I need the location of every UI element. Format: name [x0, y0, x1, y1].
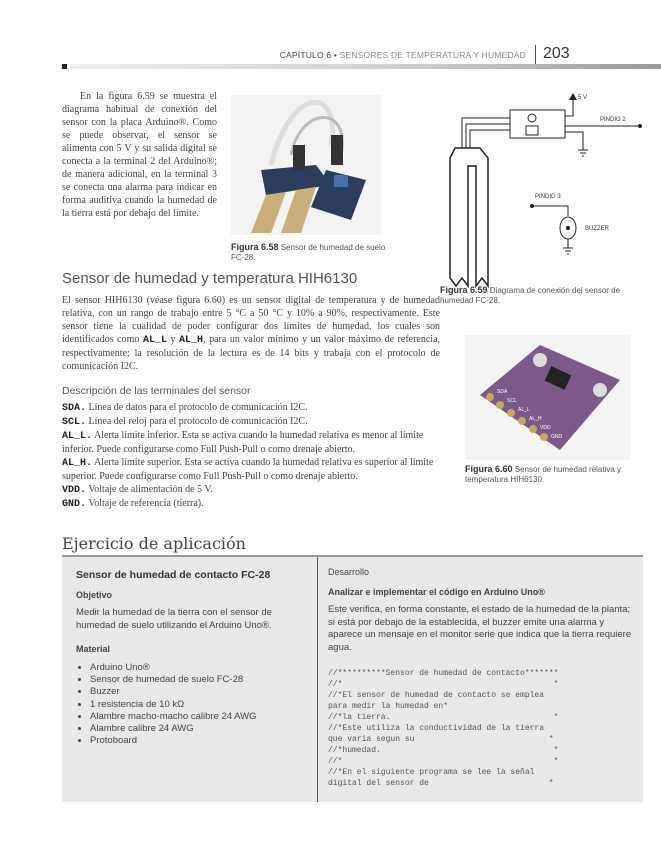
- terminals-list: [62, 401, 447, 511]
- pin2-label: PINDIG 2: [600, 117, 626, 123]
- intro-paragraph: En la figura 6.59 se muestra el diagrama habitual de conexión del sensor con la placa Arduino®. Como se puede observar, el sensor se alimenta con 5 V y su salida digital se conecta a la terminal 2 del Arduino®; de manera adicional, en la terminal 3 se conecta una alarma para indicar en forma auditiva cuando la humedad de la tierra está por debajo del límite.: [62, 91, 217, 219]
- material-item: • Sensor de humedad de suelo FC-28: [90, 674, 311, 686]
- main-text-flow: [62, 270, 447, 511]
- terminal-desc: Alerta límite inferior. Esta se activa cuando la humedad relativa es menor al límite inferior. Puede configurarse como Full Push-Pull o como drenaje abierto.: [62, 430, 424, 455]
- material-item: • Protoboard: [90, 735, 311, 747]
- terminal-name: AL_L.: [62, 431, 93, 442]
- terminal-desc: Línea del reloj para el protocolo de comunicación I2C.: [86, 416, 308, 427]
- pin-label: GND: [551, 434, 563, 440]
- al-l-term: AL_L: [142, 335, 167, 346]
- terminal-desc: Alerta límite superior. Esta se activa cuando la humedad relativa es superior al límite superior. Puede configurarse como Full Push-Pull o como drenaje abierto.: [62, 457, 434, 482]
- terminal-name: SCL.: [62, 417, 87, 428]
- soil-sensor-image: [231, 95, 381, 235]
- terminal-item: [62, 401, 447, 415]
- chapter-label: CAPÍTULO 6 •: [279, 50, 338, 60]
- header-marker: [62, 64, 67, 69]
- text: El sensor HIH6130 (véase figura 6.60) es un sensor digital de temperatura y de humedad relativa, con un rango de trabajo entre 5 °C a 50 °C y 10% a 90%, respectivamente. Este sensor tiene la cualidad de poder configurar dos límites de humedad, los cuales son identificados como: [62, 295, 440, 345]
- terminal-item: [62, 456, 447, 483]
- caption-text: Diagrama de conexión del sensor de humedad FC-28.: [440, 286, 621, 305]
- header-bar: [70, 64, 661, 69]
- terminals-title: Descripción de las terminales del sensor: [62, 385, 251, 397]
- al-h-term: AL_H: [179, 335, 204, 346]
- figure-label: Figura 6.59: [440, 285, 488, 295]
- material-item: • Alambre calibre 24 AWG: [90, 723, 311, 735]
- code-listing: //**********Sensor de humedad de contacto******* //* * //*El sensor de humedad de contacto se emplea para medir la humedad en* //*la tierra. * //*Este utiliza la conductividad de la tierra que varia segun su * //*humedad. * //* * //*En el siguiente programa se lee la señal digital del sensor de *: [328, 669, 559, 788]
- terminal-item: [62, 429, 447, 456]
- chapter-title: SENSORES DE TEMPERATURA Y HUMEDAD: [339, 50, 526, 60]
- material-item: • Buzzer: [90, 686, 311, 698]
- pin3-label: PINDIG 3: [535, 194, 561, 200]
- development-description: Este verifica, en forma constante, el estado de la humedad de la planta; si está por debajo de la establecida, el buzzer emite una alarma y aparece un mensaje en el monitor serie que indica que la tierra requiere agua.: [328, 604, 632, 653]
- buzzer-label: BUZZER: [585, 226, 609, 232]
- objective-text: Medir la humedad de la tierra con el sensor de humedad de suelo utilizando el Arduino Uno®.: [76, 607, 272, 631]
- material-item: • Alambre macho-macho calibre 24 AWG: [90, 711, 311, 723]
- terminal-name: SDA.: [62, 403, 87, 414]
- terminal-item: [62, 497, 447, 511]
- figure-label: Figura 6.60: [465, 464, 513, 474]
- caption-text: Sensor de humedad relativa y temperatura HIH6130.: [465, 465, 622, 484]
- caption-text: Sensor de humedad de suelo FC-28.: [231, 243, 386, 262]
- development-title: Desarrollo: [328, 567, 370, 577]
- figure-6-60-photo: [465, 335, 630, 460]
- terminal-name: GND.: [62, 499, 87, 510]
- pin-label: SDA: [497, 389, 508, 395]
- pin-label: VDD: [540, 425, 551, 431]
- pin-label: SCL: [507, 398, 517, 404]
- objective-title: Objetivo: [76, 590, 113, 600]
- terminal-item: [62, 415, 447, 429]
- terminal-desc: Voltaje de referencia (tierra).: [86, 498, 204, 509]
- text: , para un valor mínimo y un valor máximo de referencia, respectivamente; la resolución de la lectura es de 14 bits y trabaja con el protocolo de comunicación I2C.: [62, 334, 441, 372]
- terminal-desc: Voltaje de alimentación de 5 V.: [86, 484, 213, 495]
- exercise-heading: Sensor de humedad de contacto FC-28: [76, 569, 271, 581]
- pin-label: AL_H: [529, 416, 542, 422]
- column-divider: [317, 557, 318, 802]
- exercise-left-column: [76, 569, 311, 747]
- text: y: [166, 334, 180, 345]
- figure-6-59-caption: [440, 285, 640, 306]
- task-title: Analizar e implementar el código en Arduino Uno®: [328, 587, 545, 597]
- terminal-name: VDD.: [62, 485, 87, 496]
- figure-label: Figura 6.58: [231, 242, 279, 252]
- section-title: Sensor de humedad y temperatura HIH6130: [62, 270, 358, 287]
- figure-6-59-diagram: [440, 88, 650, 288]
- terminal-name: AL_H.: [62, 458, 93, 469]
- running-header: [280, 50, 526, 60]
- section-paragraph: [62, 294, 440, 373]
- terminal-item: [62, 483, 447, 497]
- figure-6-58-photo: [231, 95, 381, 235]
- material-item: • 1 resistencia de 10 kΩ: [90, 699, 311, 711]
- figure-6-60-caption: [465, 464, 625, 485]
- material-title: Material: [76, 644, 111, 654]
- exercise-title: Ejercicio de aplicación: [62, 534, 246, 553]
- figure-6-58-caption: [231, 242, 391, 263]
- pin-label: AL_L: [518, 407, 530, 413]
- vcc-label: 5 V: [578, 95, 588, 101]
- materials-list: [76, 662, 311, 747]
- page-number: 203: [543, 45, 570, 62]
- material-item: • Arduino Uno®: [90, 662, 311, 674]
- exercise-box: [62, 555, 643, 802]
- exercise-right-column: [328, 567, 633, 789]
- terminal-desc: Línea de datos para el protocolo de comunicación I2C.: [86, 402, 308, 413]
